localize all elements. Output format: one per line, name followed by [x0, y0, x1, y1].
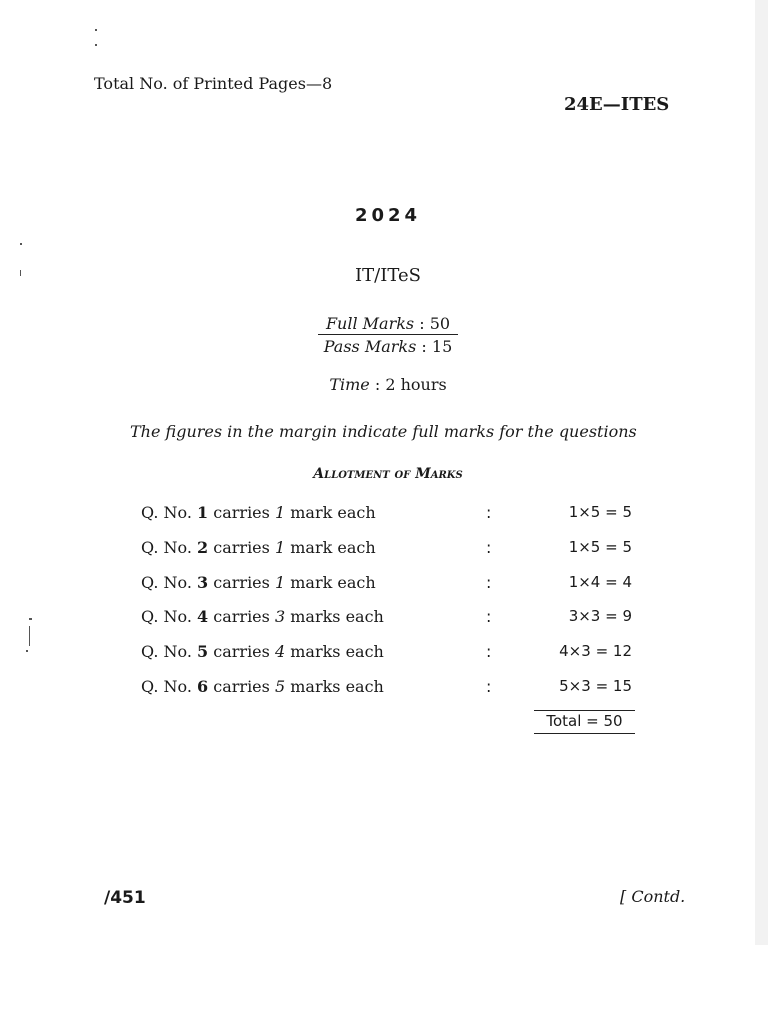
marks-expression: 1×5 = 5 — [568, 538, 632, 556]
question-description: Q. No. 4 carries 3 marks each — [141, 607, 384, 626]
marks-total: Total = 50 — [534, 710, 635, 734]
pass-marks-value: 15 — [431, 337, 453, 356]
exam-time: Time : 2 hours — [329, 375, 447, 394]
row-colon: : — [486, 503, 492, 522]
mark-count: 4 — [274, 642, 286, 661]
page-code: /451 — [104, 888, 146, 908]
question-description: Q. No. 6 carries 5 marks each — [141, 677, 384, 696]
row-colon: : — [486, 573, 492, 592]
question-number: 1 — [197, 503, 209, 522]
full-marks: Full Marks : 50 — [318, 314, 458, 335]
question-number: 2 — [197, 538, 209, 557]
exam-year: 2024 — [354, 205, 422, 226]
mark-count: 1 — [274, 573, 286, 592]
allotment-heading: Allotment of Marks — [313, 466, 463, 482]
row-colon: : — [486, 607, 492, 626]
marks-expression: 4×3 = 12 — [559, 642, 632, 660]
marks-expression: 1×4 = 4 — [568, 573, 632, 591]
time-label: Time — [329, 375, 370, 394]
scan-speck — [95, 29, 97, 31]
marks-expression: 1×5 = 5 — [568, 503, 632, 521]
question-description: Q. No. 1 carries 1 mark each — [141, 503, 376, 522]
row-colon: : — [486, 642, 492, 661]
marks-expression: 3×3 = 9 — [568, 607, 632, 625]
mark-count: 1 — [274, 503, 286, 522]
row-colon: : — [486, 677, 492, 696]
full-marks-label: Full Marks — [325, 314, 415, 333]
question-description: Q. No. 3 carries 1 mark each — [141, 573, 376, 592]
mark-count: 5 — [274, 677, 286, 696]
pass-marks: Pass Marks : 15 — [323, 337, 453, 356]
mark-count: 1 — [274, 538, 286, 557]
paper-code: 24E—ITES — [564, 94, 670, 115]
allotment-row — [0, 677, 755, 701]
marks-expression: 5×3 = 15 — [559, 677, 632, 695]
scan-speck — [20, 243, 22, 245]
question-number: 6 — [197, 677, 209, 696]
question-description: Q. No. 2 carries 1 mark each — [141, 538, 376, 557]
question-number: 5 — [197, 642, 209, 661]
row-colon: : — [486, 538, 492, 557]
scan-edge — [755, 0, 768, 945]
allotment-row — [0, 503, 755, 527]
mark-count: 3 — [274, 607, 286, 626]
allotment-row — [0, 642, 755, 666]
allotment-row — [0, 607, 755, 631]
pass-marks-label: Pass Marks — [323, 337, 417, 356]
allotment-row — [0, 538, 755, 562]
full-marks-value: 50 — [429, 314, 451, 333]
marks-block — [318, 314, 458, 356]
scan-speck — [95, 44, 97, 46]
question-description: Q. No. 5 carries 4 marks each — [141, 642, 384, 661]
printed-pages-count: Total No. of Printed Pages—8 — [94, 74, 333, 93]
margin-instruction: The figures in the margin indicate full marks for the questions — [130, 422, 637, 441]
question-number: 3 — [197, 573, 209, 592]
continued-note: [ Contd. — [620, 887, 686, 906]
allotment-row — [0, 573, 755, 597]
subject-title: IT/ITeS — [355, 265, 421, 286]
time-value: 2 hours — [385, 375, 447, 394]
question-number: 4 — [197, 607, 209, 626]
